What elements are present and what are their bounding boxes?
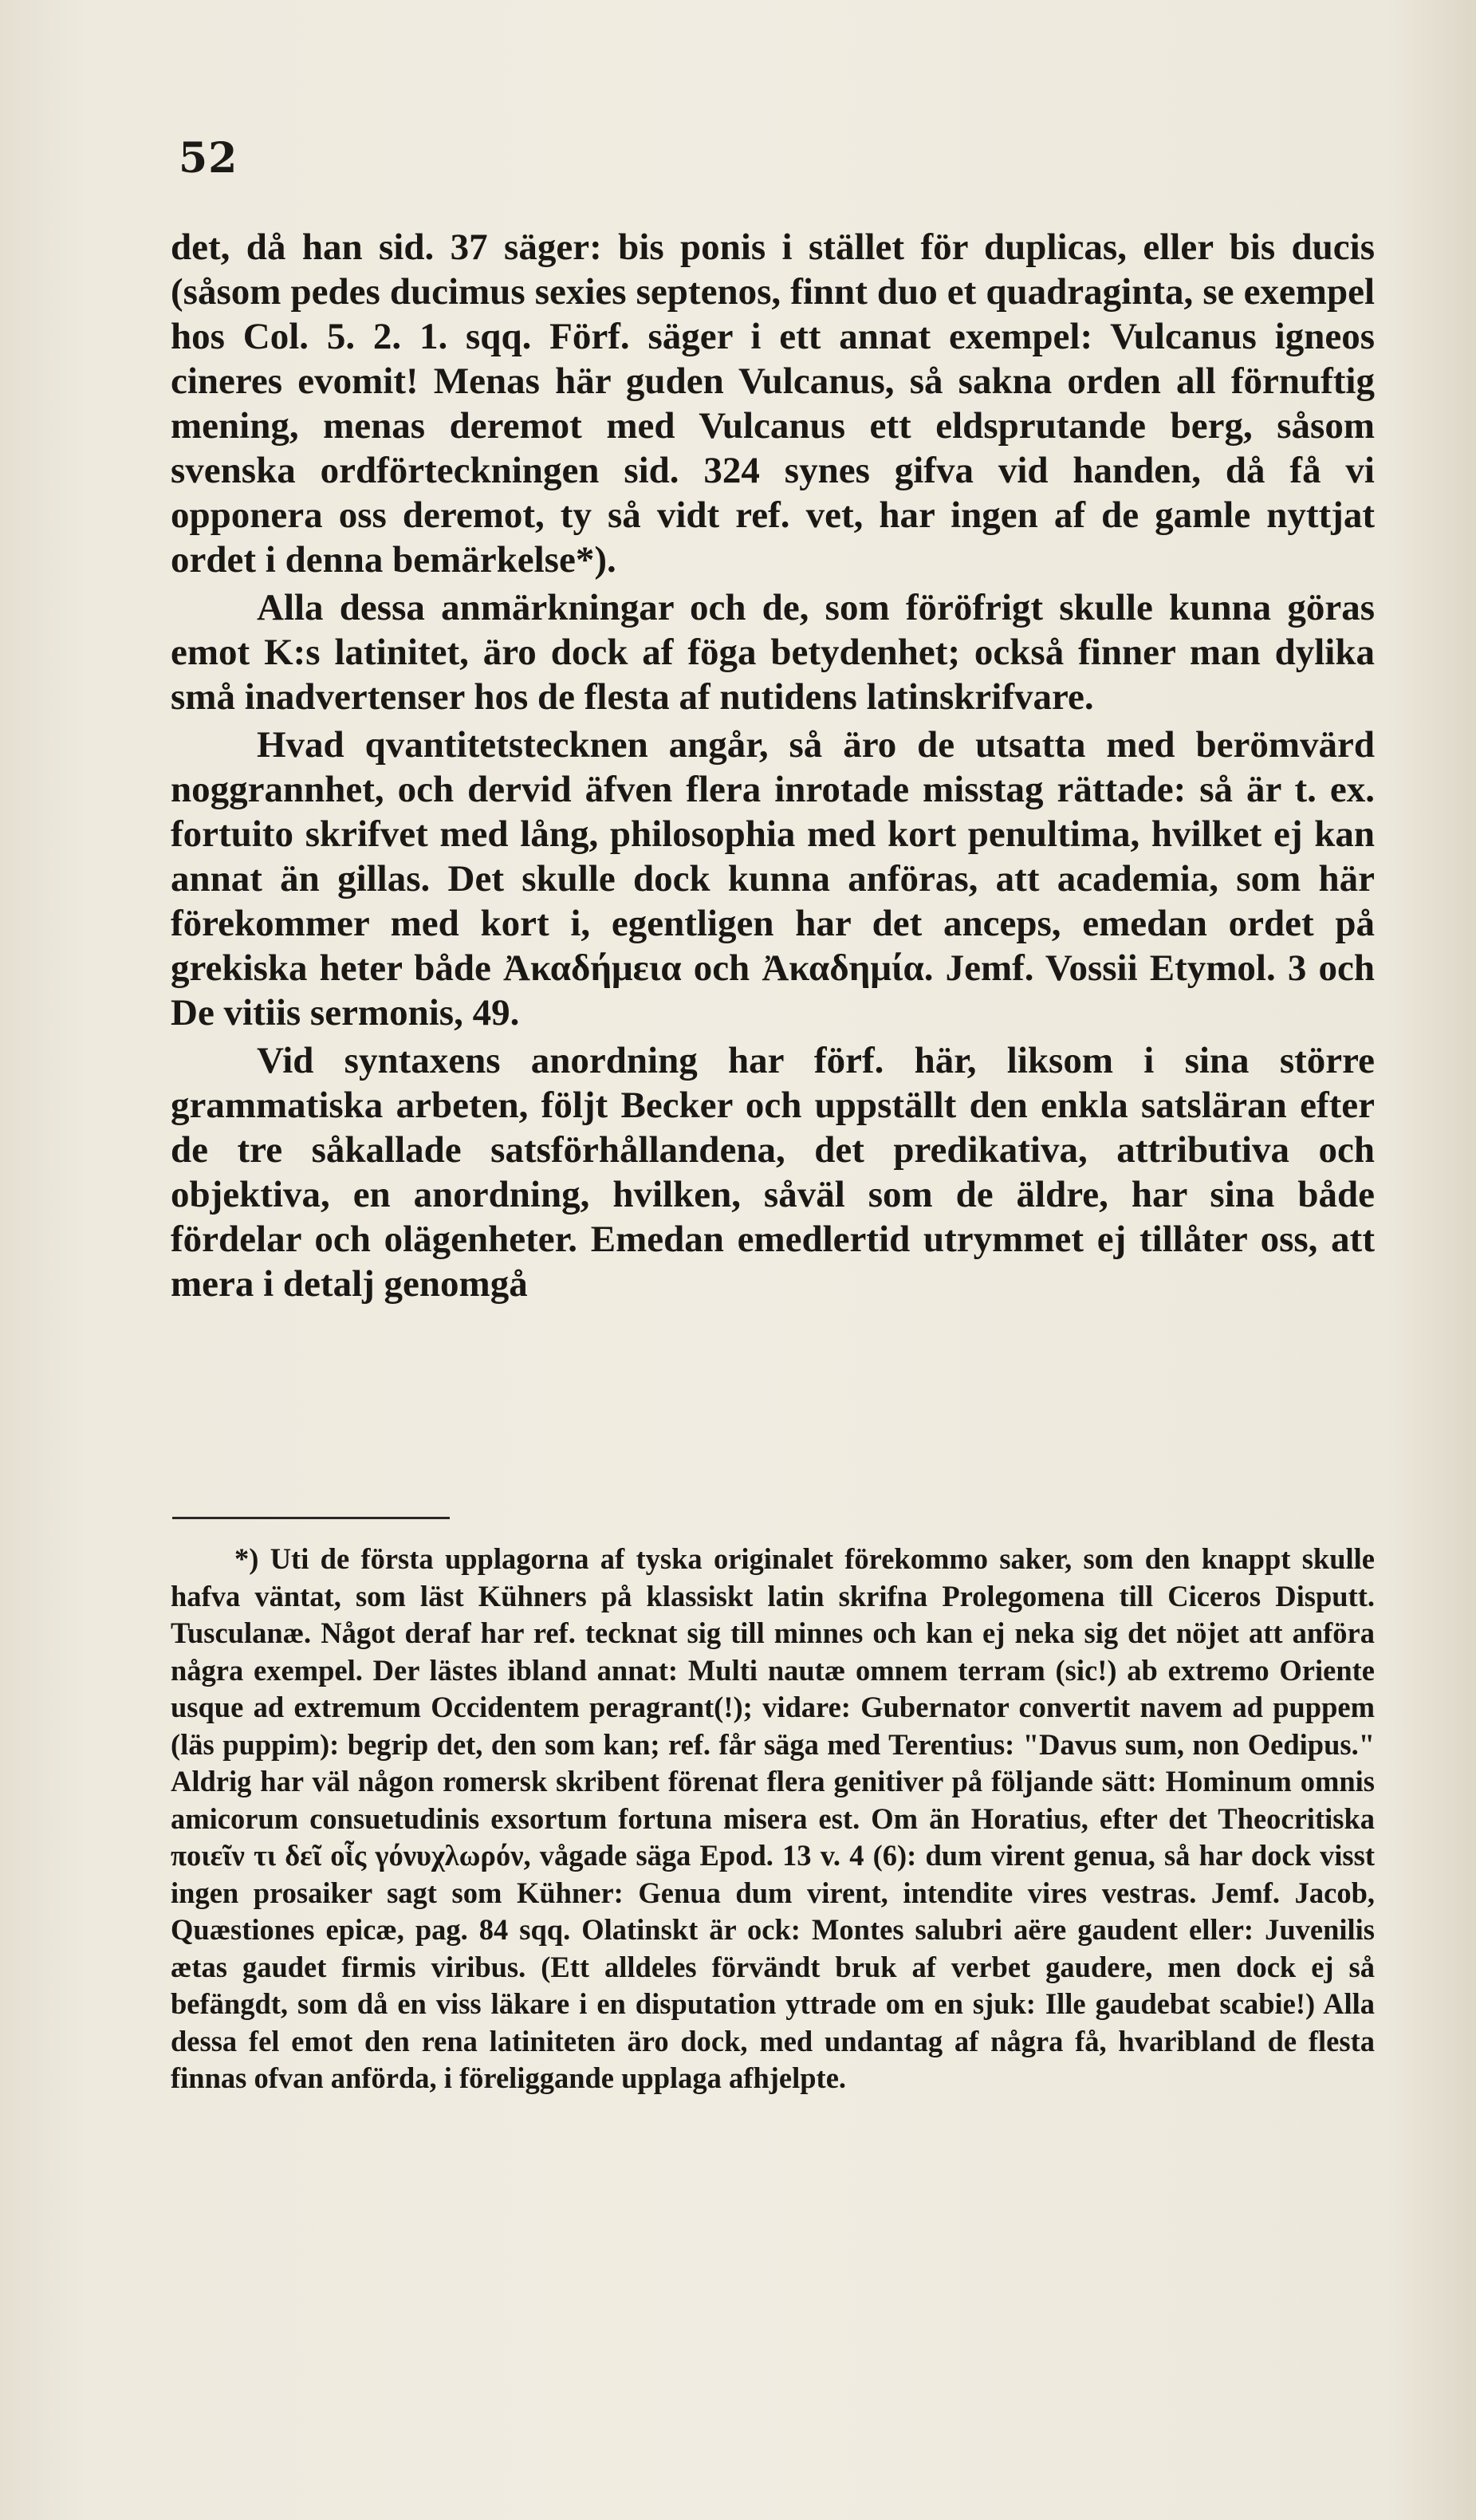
paragraph-2: Alla dessa anmärkningar och de, som föröfrigt skulle kunna göras emot K:s latinitet, äro dock af föga betydenhet; också finner man dylika små inadvertenser hos de flesta af nutidens latinskrifvare. xyxy=(171,587,1375,718)
footnote: *) Uti de första upplagorna af tyska originalet förekommo saker, som den knappt skulle hafva väntat, som läst Kühners på klassiskt latin skrifna Prolegomena till Ciceros Disputt. Tusculanæ. Något deraf har ref. tecknat sig till minnes och kan ej neka sig det nöjet att anföra några exempel. Der lästes ibland annat: Multi nautæ omnem terram (sic!) ab extremo Oriente usque ad extremum Occidentem peragrant(!); vidare: Gubernator convertit navem ad puppem (läs puppim): begrip det, den som kan; ref. får säga med Terentius: "Davus sum, non Oedipus." Aldrig har väl någon romersk skribent förenat flera genitiver på följande sätt: Hominum omnis amicorum consuetudinis exsortum fortuna misera est. Om än Horatius, efter det Theocritiska ποιεῖν τι δεῖ οἷς γόνυχλωρόν, vågade säga Epod. 13 v. 4 (6): dum virent genua, så har dock visst ingen prosaiker sagt som Kühner: Genua dum virent, intendite vires vestras. Jemf. Jacob, Quæstiones epicæ, pag. 84 sqq. Olatinskt är ock: Montes salubri aëre gaudent eller: Juvenilis ætas gaudet firmis viribus. (Ett alldeles förvändt bruk af verbet gaudere, men dock ej så befängdt, som då en viss läkare i en disputation yttrade om en sjuk: Ille gaudebat scabie!) Alla dessa fel emot den rena latiniteten äro dock, med undantag af några få, hvaribland de flesta finnas ofvan anförda, i föreliggande upplaga afhjelpte. xyxy=(171,1542,1375,2094)
paragraph-4: Vid syntaxens anordning har förf. här, liksom i sina större grammatiska arbeten, följt Becker och uppställt den enkla satsläran efter de tre såkallade satsförhållandena, det predikativa, attributiva och objektiva, en anordning, hvilken, såväl som de äldre, har sina både fördelar och olägenheter. Emedan emedlertid utrymmet ej tillåter oss, att mera i detalj genomgå xyxy=(171,1040,1375,1305)
page-number: 52 xyxy=(179,134,238,183)
footnote-divider xyxy=(172,1517,450,1519)
paragraph-3: Hvad qvantitetstecknen angår, så äro de utsatta med berömvärd noggrannhet, och dervid äfven flera inrotade misstag rättade: så är t. ex. fortuito skrifvet med lång, philosophia med kort penultima, hvilket ej kan annat än gillas. Det skulle dock kunna anföras, att academia, som här förekommer med kort i, egentligen har det anceps, emedan ordet på grekiska heter både Ἀκαδήμεια och Ἀκαδημία. Jemf. Vossii Etymol. 3 och De vitiis sermonis, 49. xyxy=(171,724,1375,1034)
paragraph-1: det, då han sid. 37 säger: bis ponis i stället för duplicas, eller bis ducis (såsom pedes ducimus sexies septenos, finnt duo et quadraginta, se exempel hos Col. 5. 2. 1. sqq. Förf. säger i ett annat exempel: Vulcanus igneos cineres evomit! Menas här guden Vulcanus, så sakna orden all förnuftig mening, menas deremot med Vulcanus ett eldsprutande berg, såsom svenska ordförteckningen sid. 324 synes gifva vid handen, då få vi opponera oss deremot, ty så vidt ref. vet, har ingen af de gamle nyttjat ordet i denna bemärkelse*). xyxy=(171,226,1375,581)
main-text xyxy=(171,225,1375,1306)
